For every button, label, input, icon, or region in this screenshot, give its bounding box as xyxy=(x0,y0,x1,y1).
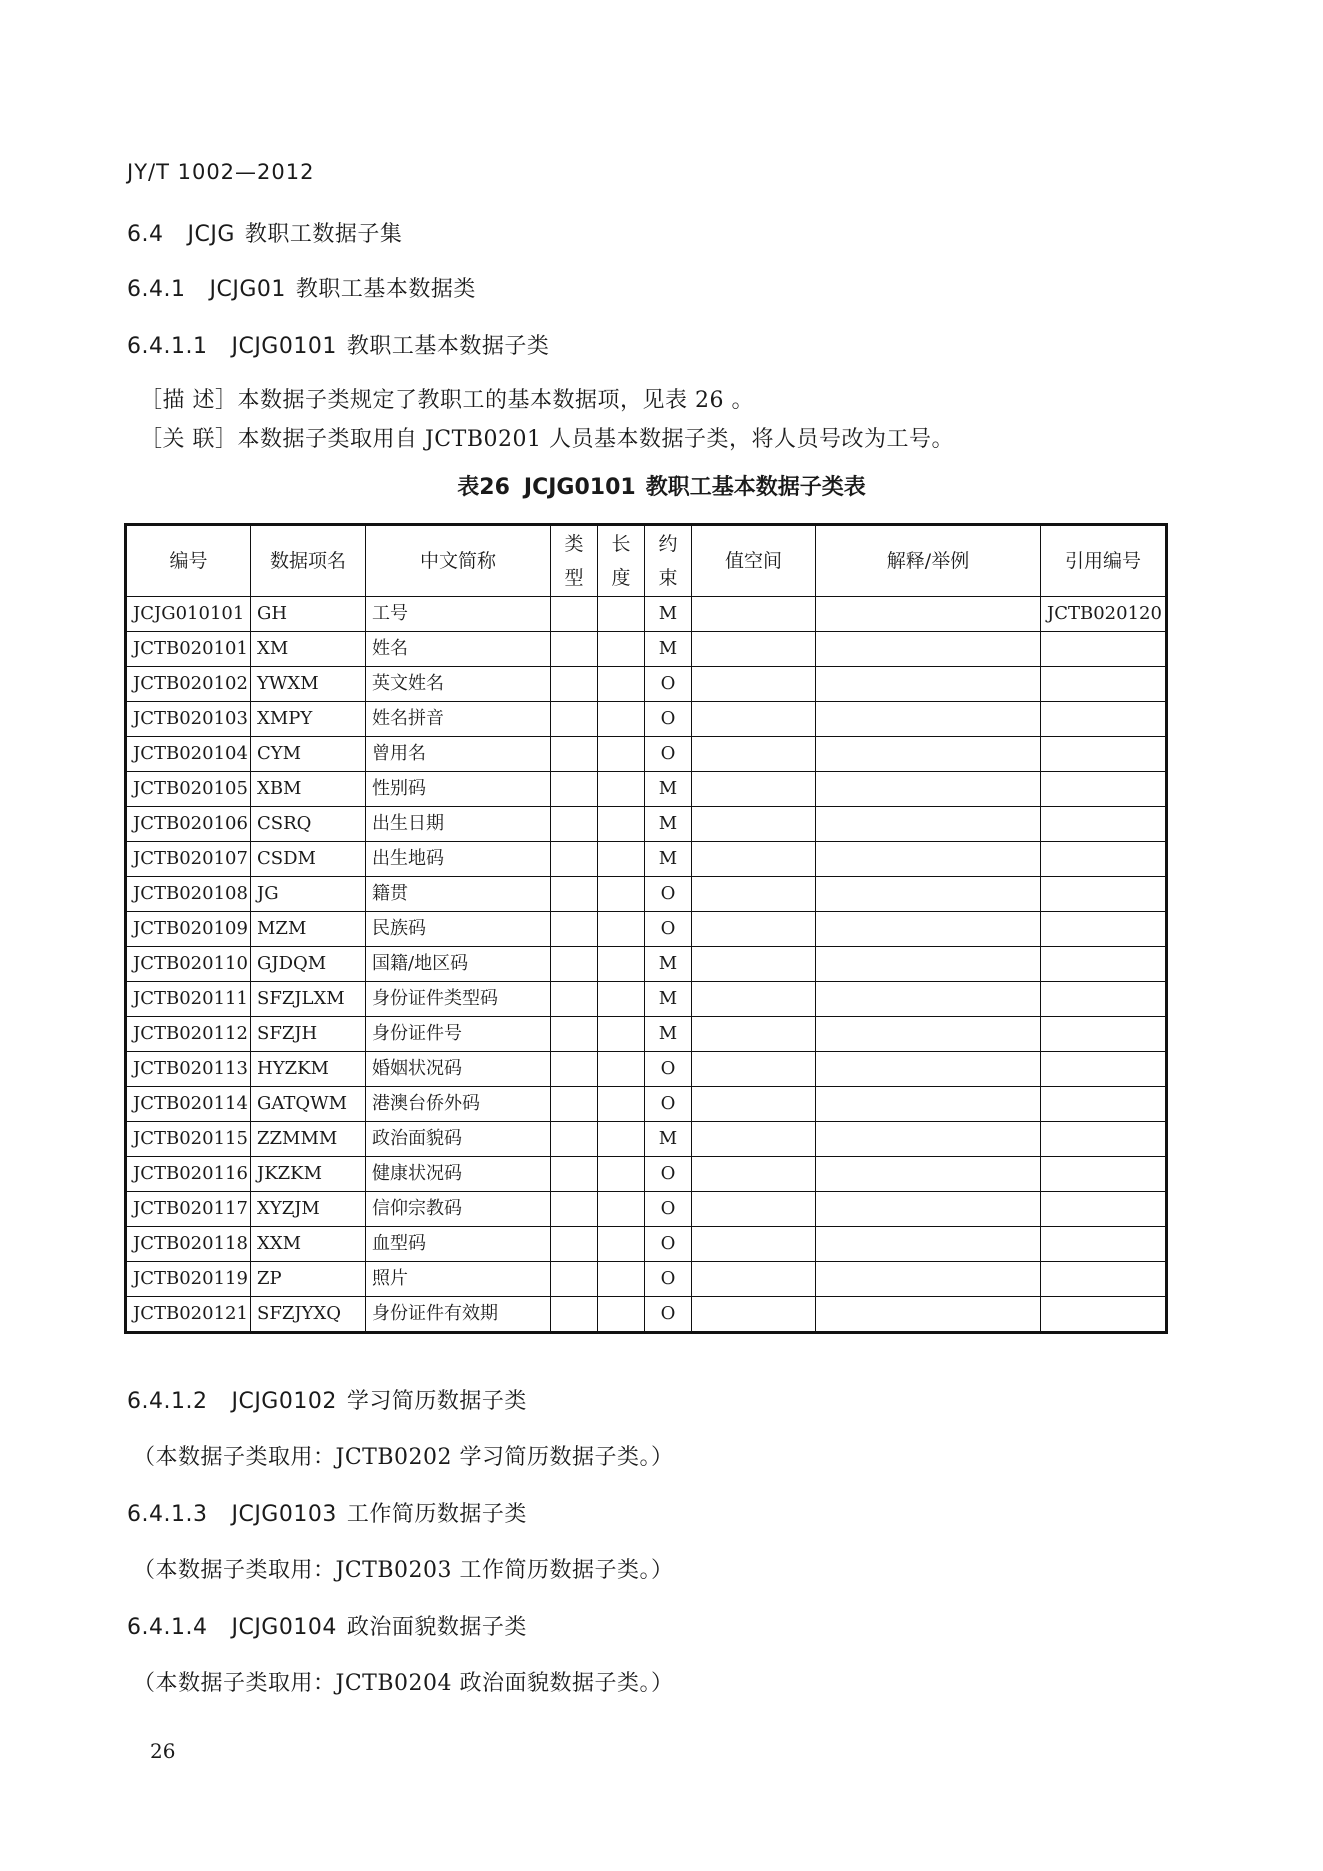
cell-item-name: SFZJLXM xyxy=(251,982,366,1017)
cell-value-space xyxy=(692,597,816,632)
cell-length xyxy=(598,1227,645,1262)
cell-item-name: GH xyxy=(251,597,366,632)
cell-item-name: SFZJH xyxy=(251,1017,366,1052)
description-paragraph: ［描 述］本数据子类规定了教职工的基本数据项，见表 26 。 xyxy=(140,388,754,413)
cell-ref-id xyxy=(1041,1262,1167,1297)
cell-explanation xyxy=(816,947,1041,982)
cell-constraint: M xyxy=(645,1122,692,1157)
cell-constraint: M xyxy=(645,632,692,667)
table-body xyxy=(126,597,1167,1333)
cell-constraint: O xyxy=(645,1297,692,1333)
cell-cn-name: 民族码 xyxy=(366,912,551,947)
table-caption-label: 表26 xyxy=(457,475,510,500)
header-constraint-line1: 约 xyxy=(658,533,678,555)
header-length-line1: 长 xyxy=(611,533,631,555)
table-row xyxy=(126,632,1167,667)
cell-constraint: O xyxy=(645,1227,692,1262)
cell-ref-id xyxy=(1041,1192,1167,1227)
heading-6-4-1-4 xyxy=(127,1610,527,1641)
cell-id: JCTB020102 xyxy=(126,667,251,702)
cell-value-space xyxy=(692,772,816,807)
cell-id: JCTB020101 xyxy=(126,632,251,667)
cell-cn-name: 出生日期 xyxy=(366,807,551,842)
cell-explanation xyxy=(816,667,1041,702)
header-cn-name: 中文简称 xyxy=(366,525,551,597)
cell-length xyxy=(598,667,645,702)
cell-length xyxy=(598,632,645,667)
cell-item-name: CSDM xyxy=(251,842,366,877)
cell-explanation xyxy=(816,1192,1041,1227)
cell-explanation xyxy=(816,842,1041,877)
cell-type xyxy=(551,632,598,667)
heading-6-4-1-1 xyxy=(127,329,549,360)
heading-code: JCJG0101 xyxy=(231,334,337,359)
cell-cn-name: 性别码 xyxy=(366,772,551,807)
cell-ref-id: JCTB020120 xyxy=(1041,597,1167,632)
table-row xyxy=(126,1157,1167,1192)
cell-id: JCTB020106 xyxy=(126,807,251,842)
cell-value-space xyxy=(692,632,816,667)
heading-code: JCJG0102 xyxy=(231,1389,337,1414)
standard-code: JY/T 1002—2012 xyxy=(127,160,315,184)
cell-explanation xyxy=(816,912,1041,947)
cell-id: JCTB020105 xyxy=(126,772,251,807)
cell-length xyxy=(598,982,645,1017)
cell-cn-name: 出生地码 xyxy=(366,842,551,877)
cell-value-space xyxy=(692,1192,816,1227)
cell-item-name: XBM xyxy=(251,772,366,807)
cell-cn-name: 国籍/地区码 xyxy=(366,947,551,982)
table-row xyxy=(126,1122,1167,1157)
table-row xyxy=(126,807,1167,842)
cell-length xyxy=(598,912,645,947)
cell-ref-id xyxy=(1041,667,1167,702)
cell-length xyxy=(598,1087,645,1122)
table-row xyxy=(126,842,1167,877)
note-jcjg0103: （本数据子类取用：JCTB0203 工作简历数据子类。） xyxy=(133,1558,674,1583)
page-number: 26 xyxy=(150,1739,176,1763)
cell-ref-id xyxy=(1041,912,1167,947)
relation-paragraph: ［关 联］本数据子类取用自 JCTB0201 人员基本数据子类，将人员号改为工号。 xyxy=(140,427,954,452)
cell-type xyxy=(551,737,598,772)
cell-ref-id xyxy=(1041,1157,1167,1192)
cell-item-name: MZM xyxy=(251,912,366,947)
cell-ref-id xyxy=(1041,737,1167,772)
header-constraint xyxy=(645,525,692,597)
cell-ref-id xyxy=(1041,1052,1167,1087)
heading-title: 工作简历数据子类 xyxy=(346,1502,527,1527)
cell-constraint: M xyxy=(645,772,692,807)
heading-6-4 xyxy=(127,217,402,248)
header-type-line2: 型 xyxy=(564,567,584,589)
cell-value-space xyxy=(692,1122,816,1157)
heading-number: 6.4.1.4 xyxy=(127,1615,208,1640)
table-header-row xyxy=(126,525,1167,597)
cell-ref-id xyxy=(1041,842,1167,877)
cell-ref-id xyxy=(1041,632,1167,667)
cell-item-name: XXM xyxy=(251,1227,366,1262)
cell-item-name: GJDQM xyxy=(251,947,366,982)
cell-constraint: O xyxy=(645,877,692,912)
header-length-line2: 度 xyxy=(611,567,631,589)
cell-type xyxy=(551,877,598,912)
cell-constraint: O xyxy=(645,1087,692,1122)
cell-explanation xyxy=(816,1052,1041,1087)
heading-6-4-1-2 xyxy=(127,1384,527,1415)
cell-cn-name: 身份证件有效期 xyxy=(366,1297,551,1333)
cell-id: JCTB020118 xyxy=(126,1227,251,1262)
cell-value-space xyxy=(692,1087,816,1122)
table-row xyxy=(126,1297,1167,1333)
cell-id: JCTB020107 xyxy=(126,842,251,877)
cell-length xyxy=(598,702,645,737)
heading-title: 教职工数据子集 xyxy=(244,222,403,247)
cell-length xyxy=(598,807,645,842)
cell-cn-name: 曾用名 xyxy=(366,737,551,772)
heading-number: 6.4.1.1 xyxy=(127,334,208,359)
cell-ref-id xyxy=(1041,982,1167,1017)
cell-item-name: JKZKM xyxy=(251,1157,366,1192)
cell-cn-name: 政治面貌码 xyxy=(366,1122,551,1157)
cell-item-name: XMPY xyxy=(251,702,366,737)
cell-constraint: O xyxy=(645,737,692,772)
table-row xyxy=(126,1087,1167,1122)
cell-value-space xyxy=(692,982,816,1017)
cell-value-space xyxy=(692,912,816,947)
header-id: 编号 xyxy=(126,525,251,597)
cell-id: JCTB020108 xyxy=(126,877,251,912)
cell-ref-id xyxy=(1041,772,1167,807)
table-row xyxy=(126,947,1167,982)
cell-constraint: O xyxy=(645,1262,692,1297)
cell-cn-name: 照片 xyxy=(366,1262,551,1297)
cell-ref-id xyxy=(1041,702,1167,737)
cell-explanation xyxy=(816,632,1041,667)
cell-item-name: CSRQ xyxy=(251,807,366,842)
header-explanation: 解释/举例 xyxy=(816,525,1041,597)
cell-length xyxy=(598,737,645,772)
cell-item-name: XM xyxy=(251,632,366,667)
cell-constraint: M xyxy=(645,1017,692,1052)
cell-constraint: O xyxy=(645,1192,692,1227)
table-row xyxy=(126,982,1167,1017)
cell-value-space xyxy=(692,1227,816,1262)
cell-cn-name: 英文姓名 xyxy=(366,667,551,702)
cell-value-space xyxy=(692,1157,816,1192)
heading-code: JCJG01 xyxy=(209,277,286,302)
cell-type xyxy=(551,1297,598,1333)
cell-length xyxy=(598,772,645,807)
header-type xyxy=(551,525,598,597)
cell-explanation xyxy=(816,737,1041,772)
table-row xyxy=(126,1227,1167,1262)
cell-explanation xyxy=(816,702,1041,737)
header-value-space: 值空间 xyxy=(692,525,816,597)
cell-item-name: GATQWM xyxy=(251,1087,366,1122)
cell-type xyxy=(551,982,598,1017)
cell-cn-name: 血型码 xyxy=(366,1227,551,1262)
heading-6-4-1-3 xyxy=(127,1497,527,1528)
cell-length xyxy=(598,1157,645,1192)
cell-item-name: ZZMMM xyxy=(251,1122,366,1157)
cell-type xyxy=(551,1122,598,1157)
cell-id: JCTB020111 xyxy=(126,982,251,1017)
cell-explanation xyxy=(816,1122,1041,1157)
cell-length xyxy=(598,1052,645,1087)
cell-item-name: HYZKM xyxy=(251,1052,366,1087)
cell-length xyxy=(598,842,645,877)
cell-cn-name: 港澳台侨外码 xyxy=(366,1087,551,1122)
cell-id: JCTB020113 xyxy=(126,1052,251,1087)
cell-id: JCTB020116 xyxy=(126,1157,251,1192)
cell-cn-name: 姓名拼音 xyxy=(366,702,551,737)
heading-code: JCJG0104 xyxy=(231,1615,337,1640)
cell-ref-id xyxy=(1041,1017,1167,1052)
cell-cn-name: 工号 xyxy=(366,597,551,632)
cell-value-space xyxy=(692,947,816,982)
cell-length xyxy=(598,1297,645,1333)
table-row xyxy=(126,1052,1167,1087)
cell-item-name: CYM xyxy=(251,737,366,772)
cell-value-space xyxy=(692,737,816,772)
cell-explanation xyxy=(816,1017,1041,1052)
cell-id: JCJG010101 xyxy=(126,597,251,632)
cell-value-space xyxy=(692,807,816,842)
cell-id: JCTB020117 xyxy=(126,1192,251,1227)
table-caption-code: JCJG0101 xyxy=(523,475,636,500)
cell-constraint: O xyxy=(645,667,692,702)
heading-code: JCJG xyxy=(187,222,235,247)
cell-type xyxy=(551,912,598,947)
table-row xyxy=(126,912,1167,947)
cell-cn-name: 身份证件号 xyxy=(366,1017,551,1052)
header-ref-id: 引用编号 xyxy=(1041,525,1167,597)
cell-value-space xyxy=(692,842,816,877)
cell-item-name: ZP xyxy=(251,1262,366,1297)
table-row xyxy=(126,597,1167,632)
cell-constraint: O xyxy=(645,1052,692,1087)
heading-number: 6.4.1.2 xyxy=(127,1389,208,1414)
cell-explanation xyxy=(816,982,1041,1017)
table-row xyxy=(126,667,1167,702)
cell-constraint: M xyxy=(645,982,692,1017)
cell-type xyxy=(551,947,598,982)
table-row xyxy=(126,702,1167,737)
cell-value-space xyxy=(692,1017,816,1052)
cell-value-space xyxy=(692,667,816,702)
cell-length xyxy=(598,877,645,912)
cell-constraint: M xyxy=(645,807,692,842)
table-caption xyxy=(0,470,1323,501)
cell-explanation xyxy=(816,1262,1041,1297)
table-row xyxy=(126,772,1167,807)
cell-constraint: M xyxy=(645,597,692,632)
cell-explanation xyxy=(816,1157,1041,1192)
cell-value-space xyxy=(692,877,816,912)
cell-id: JCTB020115 xyxy=(126,1122,251,1157)
table-row xyxy=(126,737,1167,772)
cell-item-name: SFZJYXQ xyxy=(251,1297,366,1333)
cell-length xyxy=(598,1262,645,1297)
cell-id: JCTB020114 xyxy=(126,1087,251,1122)
cell-id: JCTB020104 xyxy=(126,737,251,772)
heading-title: 教职工基本数据子类 xyxy=(346,334,550,359)
cell-ref-id xyxy=(1041,1227,1167,1262)
cell-explanation xyxy=(816,1227,1041,1262)
note-jcjg0104: （本数据子类取用：JCTB0204 政治面貌数据子类。） xyxy=(133,1671,674,1696)
cell-ref-id xyxy=(1041,807,1167,842)
cell-id: JCTB020103 xyxy=(126,702,251,737)
heading-6-4-1 xyxy=(127,272,476,303)
cell-constraint: M xyxy=(645,947,692,982)
cell-explanation xyxy=(816,1087,1041,1122)
heading-number: 6.4 xyxy=(127,222,164,247)
cell-explanation xyxy=(816,877,1041,912)
heading-title: 政治面貌数据子类 xyxy=(346,1615,527,1640)
cell-id: JCTB020119 xyxy=(126,1262,251,1297)
cell-length xyxy=(598,947,645,982)
table-row xyxy=(126,1017,1167,1052)
cell-type xyxy=(551,1227,598,1262)
cell-constraint: O xyxy=(645,702,692,737)
cell-type xyxy=(551,1192,598,1227)
cell-type xyxy=(551,772,598,807)
cell-length xyxy=(598,1017,645,1052)
cell-constraint: O xyxy=(645,1157,692,1192)
cell-ref-id xyxy=(1041,1087,1167,1122)
cell-item-name: JG xyxy=(251,877,366,912)
heading-title: 学习简历数据子类 xyxy=(346,1389,527,1414)
cell-ref-id xyxy=(1041,877,1167,912)
heading-title: 教职工基本数据类 xyxy=(295,277,476,302)
cell-type xyxy=(551,597,598,632)
cell-type xyxy=(551,842,598,877)
note-jcjg0102: （本数据子类取用：JCTB0202 学习简历数据子类。） xyxy=(133,1445,674,1470)
header-constraint-line2: 束 xyxy=(658,567,678,589)
cell-item-name: YWXM xyxy=(251,667,366,702)
cell-ref-id xyxy=(1041,1122,1167,1157)
cell-type xyxy=(551,1017,598,1052)
cell-constraint: O xyxy=(645,912,692,947)
cell-type xyxy=(551,1052,598,1087)
cell-type xyxy=(551,1157,598,1192)
cell-cn-name: 姓名 xyxy=(366,632,551,667)
cell-value-space xyxy=(692,1262,816,1297)
heading-code: JCJG0103 xyxy=(231,1502,337,1527)
cell-value-space xyxy=(692,702,816,737)
cell-type xyxy=(551,667,598,702)
cell-id: JCTB020121 xyxy=(126,1297,251,1333)
cell-cn-name: 婚姻状况码 xyxy=(366,1052,551,1087)
cell-explanation xyxy=(816,807,1041,842)
cell-ref-id xyxy=(1041,1297,1167,1333)
cell-length xyxy=(598,1122,645,1157)
cell-id: JCTB020112 xyxy=(126,1017,251,1052)
header-type-line1: 类 xyxy=(564,533,584,555)
cell-length xyxy=(598,1192,645,1227)
cell-explanation xyxy=(816,772,1041,807)
cell-cn-name: 信仰宗教码 xyxy=(366,1192,551,1227)
cell-explanation xyxy=(816,597,1041,632)
cell-constraint: M xyxy=(645,842,692,877)
cell-value-space xyxy=(692,1297,816,1333)
cell-type xyxy=(551,1262,598,1297)
heading-number: 6.4.1 xyxy=(127,277,186,302)
table-row xyxy=(126,1262,1167,1297)
cell-explanation xyxy=(816,1297,1041,1333)
data-item-table xyxy=(124,523,1168,1334)
cell-id: JCTB020109 xyxy=(126,912,251,947)
table-row xyxy=(126,877,1167,912)
cell-type xyxy=(551,807,598,842)
cell-type xyxy=(551,1087,598,1122)
cell-value-space xyxy=(692,1052,816,1087)
cell-length xyxy=(598,597,645,632)
cell-cn-name: 籍贯 xyxy=(366,877,551,912)
table-row xyxy=(126,1192,1167,1227)
heading-number: 6.4.1.3 xyxy=(127,1502,208,1527)
cell-id: JCTB020110 xyxy=(126,947,251,982)
cell-item-name: XYZJM xyxy=(251,1192,366,1227)
header-length xyxy=(598,525,645,597)
table-caption-title: 教职工基本数据子类表 xyxy=(645,475,866,500)
header-item-name: 数据项名 xyxy=(251,525,366,597)
cell-cn-name: 健康状况码 xyxy=(366,1157,551,1192)
cell-ref-id xyxy=(1041,947,1167,982)
cell-type xyxy=(551,702,598,737)
cell-cn-name: 身份证件类型码 xyxy=(366,982,551,1017)
